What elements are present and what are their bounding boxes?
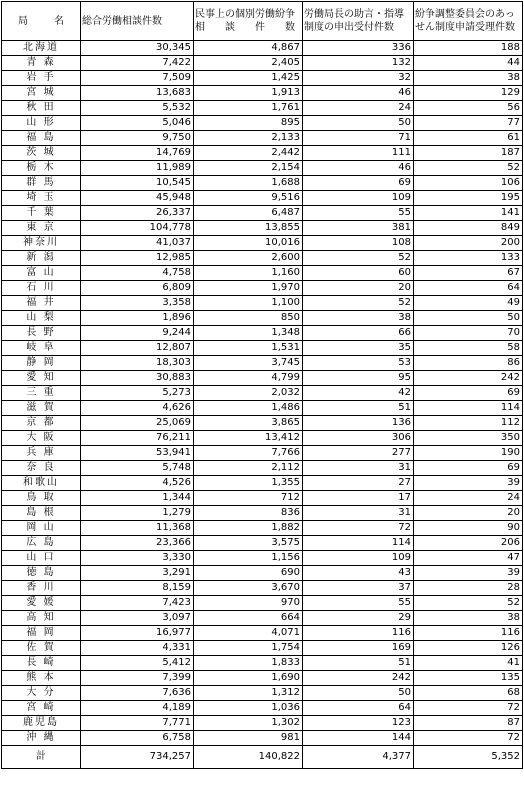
- cell-mediation-applications: 61: [414, 131, 523, 146]
- cell-total-consultations: 7,771: [81, 716, 194, 731]
- cell-mediation-applications: 68: [414, 686, 523, 701]
- cell-mediation-applications: 195: [414, 191, 523, 206]
- cell-mediation-applications: 28: [414, 581, 523, 596]
- table-row: [2, 191, 523, 206]
- cell-civil-dispute-consultations: 1,882: [194, 521, 303, 536]
- cell-total-consultations: 6,809: [81, 281, 194, 296]
- cell-bureau-name: 大 分: [2, 686, 81, 701]
- cell-mediation-applications: 190: [414, 446, 523, 461]
- cell-mediation-applications: 52: [414, 596, 523, 611]
- table-row: [2, 446, 523, 461]
- cell-advice-requests: 114: [303, 536, 414, 551]
- cell-civil-dispute-consultations: 850: [194, 311, 303, 326]
- cell-mediation-applications: 39: [414, 476, 523, 491]
- cell-total-consultations: 76,211: [81, 431, 194, 446]
- cell-civil-dispute-consultations: 981: [194, 731, 303, 746]
- cell-bureau-name: 愛 媛: [2, 596, 81, 611]
- cell-civil-dispute-consultations: 7,766: [194, 446, 303, 461]
- cell-total-consultations: 26,337: [81, 206, 194, 221]
- cell-total-consultations: 1,279: [81, 506, 194, 521]
- cell-civil-dispute-consultations: 2,600: [194, 251, 303, 266]
- table-row: [2, 626, 523, 641]
- cell-advice-requests: 242: [303, 671, 414, 686]
- cell-advice-requests: 37: [303, 581, 414, 596]
- cell-civil-dispute-consultations: 895: [194, 116, 303, 131]
- cell-total-consultations: 30,883: [81, 371, 194, 386]
- cell-mediation-applications: 129: [414, 86, 523, 101]
- cell-mediation-applications: 86: [414, 356, 523, 371]
- cell-bureau-name: 福 井: [2, 296, 81, 311]
- header-mediation-applications: 紛争調整委員会のあっせん制度申請受理件数: [414, 2, 523, 41]
- table-row: [2, 566, 523, 581]
- cell-civil-dispute-consultations: 1,754: [194, 641, 303, 656]
- total-label: 計: [2, 746, 81, 769]
- cell-mediation-applications: 58: [414, 341, 523, 356]
- cell-mediation-applications: 242: [414, 371, 523, 386]
- table-row: [2, 281, 523, 296]
- cell-advice-requests: 38: [303, 311, 414, 326]
- header-total-consultations: 総合労働相談件数: [81, 2, 194, 41]
- cell-bureau-name: 徳 島: [2, 566, 81, 581]
- cell-advice-requests: 55: [303, 596, 414, 611]
- cell-bureau-name: 島 根: [2, 506, 81, 521]
- cell-civil-dispute-consultations: 1,486: [194, 401, 303, 416]
- cell-total-consultations: 5,273: [81, 386, 194, 401]
- cell-total-consultations: 7,509: [81, 71, 194, 86]
- cell-advice-requests: 72: [303, 521, 414, 536]
- labor-consultation-table: [1, 1, 523, 769]
- cell-civil-dispute-consultations: 1,160: [194, 266, 303, 281]
- total-advice-value: 4,377: [303, 746, 414, 769]
- cell-advice-requests: 71: [303, 131, 414, 146]
- cell-bureau-name: 茨 城: [2, 146, 81, 161]
- cell-bureau-name: 宮 崎: [2, 701, 81, 716]
- cell-bureau-name: 和歌山: [2, 476, 81, 491]
- table-row: [2, 656, 523, 671]
- header-civil-dispute-consultations: 民事上の個別労働紛争相 談 件 数: [194, 2, 303, 41]
- cell-mediation-applications: 64: [414, 281, 523, 296]
- cell-bureau-name: 秋 田: [2, 101, 81, 116]
- cell-civil-dispute-consultations: 1,761: [194, 101, 303, 116]
- cell-mediation-applications: 70: [414, 326, 523, 341]
- cell-civil-dispute-consultations: 13,412: [194, 431, 303, 446]
- cell-bureau-name: 北海道: [2, 41, 81, 56]
- cell-advice-requests: 55: [303, 206, 414, 221]
- table-row: [2, 116, 523, 131]
- cell-bureau-name: 京 都: [2, 416, 81, 431]
- cell-advice-requests: 136: [303, 416, 414, 431]
- cell-mediation-applications: 72: [414, 731, 523, 746]
- cell-bureau-name: 栃 木: [2, 161, 81, 176]
- cell-mediation-applications: 187: [414, 146, 523, 161]
- table-row: [2, 341, 523, 356]
- cell-total-consultations: 3,097: [81, 611, 194, 626]
- cell-total-consultations: 104,778: [81, 221, 194, 236]
- cell-civil-dispute-consultations: 1,970: [194, 281, 303, 296]
- cell-advice-requests: 32: [303, 71, 414, 86]
- cell-total-consultations: 6,758: [81, 731, 194, 746]
- table-row: [2, 86, 523, 101]
- cell-advice-requests: 53: [303, 356, 414, 371]
- cell-civil-dispute-consultations: 1,302: [194, 716, 303, 731]
- table-row: [2, 641, 523, 656]
- cell-civil-dispute-consultations: 2,405: [194, 56, 303, 71]
- header-director-advice-requests: 労働局長の助言・指導制度の申出受付件数: [303, 2, 414, 41]
- table-row: [2, 491, 523, 506]
- cell-mediation-applications: 52: [414, 161, 523, 176]
- table-body: [2, 41, 523, 746]
- cell-bureau-name: 福 島: [2, 131, 81, 146]
- total-civil-dispute-value: 140,822: [194, 746, 303, 769]
- cell-bureau-name: 埼 玉: [2, 191, 81, 206]
- total-mediation-value: 5,352: [414, 746, 523, 769]
- cell-advice-requests: 109: [303, 191, 414, 206]
- header-row: [2, 2, 523, 41]
- table-row: [2, 596, 523, 611]
- cell-civil-dispute-consultations: 3,670: [194, 581, 303, 596]
- cell-mediation-applications: 112: [414, 416, 523, 431]
- cell-advice-requests: 29: [303, 611, 414, 626]
- cell-bureau-name: 石 川: [2, 281, 81, 296]
- cell-mediation-applications: 188: [414, 41, 523, 56]
- cell-mediation-applications: 72: [414, 701, 523, 716]
- table-row: [2, 101, 523, 116]
- cell-civil-dispute-consultations: 3,575: [194, 536, 303, 551]
- cell-bureau-name: 佐 賀: [2, 641, 81, 656]
- table-row: [2, 56, 523, 71]
- cell-bureau-name: 高 知: [2, 611, 81, 626]
- cell-total-consultations: 3,358: [81, 296, 194, 311]
- table-row: [2, 431, 523, 446]
- cell-total-consultations: 12,985: [81, 251, 194, 266]
- cell-mediation-applications: 67: [414, 266, 523, 281]
- cell-advice-requests: 60: [303, 266, 414, 281]
- cell-bureau-name: 山 形: [2, 116, 81, 131]
- cell-total-consultations: 53,941: [81, 446, 194, 461]
- cell-total-consultations: 5,748: [81, 461, 194, 476]
- cell-bureau-name: 神奈川: [2, 236, 81, 251]
- cell-mediation-applications: 69: [414, 461, 523, 476]
- cell-advice-requests: 116: [303, 626, 414, 641]
- table-row: [2, 131, 523, 146]
- cell-advice-requests: 43: [303, 566, 414, 581]
- cell-advice-requests: 95: [303, 371, 414, 386]
- cell-total-consultations: 1,896: [81, 311, 194, 326]
- cell-civil-dispute-consultations: 970: [194, 596, 303, 611]
- cell-advice-requests: 20: [303, 281, 414, 296]
- table-row: [2, 41, 523, 56]
- cell-civil-dispute-consultations: 836: [194, 506, 303, 521]
- cell-mediation-applications: 141: [414, 206, 523, 221]
- table-row: [2, 716, 523, 731]
- cell-bureau-name: 静 岡: [2, 356, 81, 371]
- cell-advice-requests: 144: [303, 731, 414, 746]
- cell-total-consultations: 13,683: [81, 86, 194, 101]
- cell-mediation-applications: 39: [414, 566, 523, 581]
- total-row: [2, 746, 523, 769]
- cell-advice-requests: 123: [303, 716, 414, 731]
- cell-total-consultations: 3,330: [81, 551, 194, 566]
- cell-advice-requests: 66: [303, 326, 414, 341]
- cell-civil-dispute-consultations: 2,442: [194, 146, 303, 161]
- cell-mediation-applications: 20: [414, 506, 523, 521]
- cell-total-consultations: 5,532: [81, 101, 194, 116]
- cell-bureau-name: 沖 縄: [2, 731, 81, 746]
- cell-advice-requests: 17: [303, 491, 414, 506]
- cell-mediation-applications: 116: [414, 626, 523, 641]
- cell-civil-dispute-consultations: 3,865: [194, 416, 303, 431]
- table-row: [2, 296, 523, 311]
- cell-bureau-name: 滋 賀: [2, 401, 81, 416]
- table-row: [2, 416, 523, 431]
- cell-civil-dispute-consultations: 1,425: [194, 71, 303, 86]
- cell-advice-requests: 46: [303, 161, 414, 176]
- table-row: [2, 71, 523, 86]
- cell-civil-dispute-consultations: 1,531: [194, 341, 303, 356]
- cell-mediation-applications: 200: [414, 236, 523, 251]
- cell-mediation-applications: 41: [414, 656, 523, 671]
- cell-advice-requests: 50: [303, 116, 414, 131]
- cell-bureau-name: 長 崎: [2, 656, 81, 671]
- cell-bureau-name: 三 重: [2, 386, 81, 401]
- table-row: [2, 401, 523, 416]
- cell-advice-requests: 108: [303, 236, 414, 251]
- cell-advice-requests: 306: [303, 431, 414, 446]
- cell-mediation-applications: 90: [414, 521, 523, 536]
- cell-advice-requests: 52: [303, 296, 414, 311]
- cell-total-consultations: 16,977: [81, 626, 194, 641]
- cell-total-consultations: 7,423: [81, 596, 194, 611]
- cell-total-consultations: 45,948: [81, 191, 194, 206]
- cell-bureau-name: 香 川: [2, 581, 81, 596]
- cell-total-consultations: 7,422: [81, 56, 194, 71]
- cell-advice-requests: 46: [303, 86, 414, 101]
- cell-total-consultations: 41,037: [81, 236, 194, 251]
- cell-bureau-name: 長 野: [2, 326, 81, 341]
- cell-advice-requests: 132: [303, 56, 414, 71]
- cell-civil-dispute-consultations: 1,156: [194, 551, 303, 566]
- cell-bureau-name: 鹿児島: [2, 716, 81, 731]
- table-row: [2, 686, 523, 701]
- cell-mediation-applications: 77: [414, 116, 523, 131]
- cell-bureau-name: 岩 手: [2, 71, 81, 86]
- cell-bureau-name: 富 山: [2, 266, 81, 281]
- cell-civil-dispute-consultations: 664: [194, 611, 303, 626]
- header-bureau-name-label: 局 名: [18, 15, 72, 27]
- cell-total-consultations: 5,046: [81, 116, 194, 131]
- table-row: [2, 476, 523, 491]
- cell-bureau-name: 愛 知: [2, 371, 81, 386]
- cell-total-consultations: 10,545: [81, 176, 194, 191]
- cell-advice-requests: 31: [303, 461, 414, 476]
- cell-civil-dispute-consultations: 1,312: [194, 686, 303, 701]
- cell-advice-requests: 169: [303, 641, 414, 656]
- cell-total-consultations: 8,159: [81, 581, 194, 596]
- table-row: [2, 266, 523, 281]
- cell-total-consultations: 23,366: [81, 536, 194, 551]
- cell-total-consultations: 4,626: [81, 401, 194, 416]
- cell-bureau-name: 青 森: [2, 56, 81, 71]
- table-row: [2, 506, 523, 521]
- cell-advice-requests: 52: [303, 251, 414, 266]
- cell-bureau-name: 山 梨: [2, 311, 81, 326]
- cell-bureau-name: 広 島: [2, 536, 81, 551]
- cell-mediation-applications: 114: [414, 401, 523, 416]
- cell-civil-dispute-consultations: 1,688: [194, 176, 303, 191]
- cell-civil-dispute-consultations: 4,799: [194, 371, 303, 386]
- cell-advice-requests: 69: [303, 176, 414, 191]
- cell-bureau-name: 熊 本: [2, 671, 81, 686]
- cell-civil-dispute-consultations: 3,745: [194, 356, 303, 371]
- cell-civil-dispute-consultations: 1,690: [194, 671, 303, 686]
- table-row: [2, 611, 523, 626]
- table-row: [2, 251, 523, 266]
- cell-total-consultations: 4,526: [81, 476, 194, 491]
- cell-mediation-applications: 106: [414, 176, 523, 191]
- table-row: [2, 356, 523, 371]
- cell-advice-requests: 31: [303, 506, 414, 521]
- cell-mediation-applications: 38: [414, 611, 523, 626]
- table-row: [2, 146, 523, 161]
- cell-mediation-applications: 206: [414, 536, 523, 551]
- table-row: [2, 326, 523, 341]
- cell-advice-requests: 64: [303, 701, 414, 716]
- cell-total-consultations: 18,303: [81, 356, 194, 371]
- cell-bureau-name: 東 京: [2, 221, 81, 236]
- cell-civil-dispute-consultations: 4,071: [194, 626, 303, 641]
- cell-civil-dispute-consultations: 690: [194, 566, 303, 581]
- table-row: [2, 371, 523, 386]
- cell-bureau-name: 福 岡: [2, 626, 81, 641]
- cell-mediation-applications: 56: [414, 101, 523, 116]
- cell-advice-requests: 51: [303, 401, 414, 416]
- cell-bureau-name: 群 馬: [2, 176, 81, 191]
- cell-civil-dispute-consultations: 2,154: [194, 161, 303, 176]
- table-row: [2, 731, 523, 746]
- cell-bureau-name: 鳥 取: [2, 491, 81, 506]
- cell-total-consultations: 7,636: [81, 686, 194, 701]
- cell-bureau-name: 兵 庫: [2, 446, 81, 461]
- cell-mediation-applications: 44: [414, 56, 523, 71]
- cell-mediation-applications: 49: [414, 296, 523, 311]
- cell-civil-dispute-consultations: 6,487: [194, 206, 303, 221]
- cell-advice-requests: 111: [303, 146, 414, 161]
- table-row: [2, 581, 523, 596]
- cell-civil-dispute-consultations: 1,348: [194, 326, 303, 341]
- cell-advice-requests: 109: [303, 551, 414, 566]
- cell-civil-dispute-consultations: 1,100: [194, 296, 303, 311]
- cell-advice-requests: 381: [303, 221, 414, 236]
- cell-advice-requests: 35: [303, 341, 414, 356]
- cell-mediation-applications: 24: [414, 491, 523, 506]
- cell-civil-dispute-consultations: 2,112: [194, 461, 303, 476]
- cell-civil-dispute-consultations: 1,355: [194, 476, 303, 491]
- cell-total-consultations: 9,244: [81, 326, 194, 341]
- cell-advice-requests: 42: [303, 386, 414, 401]
- cell-civil-dispute-consultations: 2,032: [194, 386, 303, 401]
- cell-total-consultations: 11,989: [81, 161, 194, 176]
- cell-mediation-applications: 38: [414, 71, 523, 86]
- table-row: [2, 536, 523, 551]
- cell-mediation-applications: 87: [414, 716, 523, 731]
- cell-total-consultations: 4,758: [81, 266, 194, 281]
- cell-mediation-applications: 126: [414, 641, 523, 656]
- table-row: [2, 551, 523, 566]
- cell-civil-dispute-consultations: 13,855: [194, 221, 303, 236]
- table-row: [2, 311, 523, 326]
- cell-advice-requests: 336: [303, 41, 414, 56]
- cell-advice-requests: 277: [303, 446, 414, 461]
- cell-civil-dispute-consultations: 1,833: [194, 656, 303, 671]
- cell-total-consultations: 3,291: [81, 566, 194, 581]
- table-row: [2, 521, 523, 536]
- cell-advice-requests: 51: [303, 656, 414, 671]
- cell-mediation-applications: 50: [414, 311, 523, 326]
- cell-mediation-applications: 849: [414, 221, 523, 236]
- cell-mediation-applications: 350: [414, 431, 523, 446]
- cell-bureau-name: 千 葉: [2, 206, 81, 221]
- cell-mediation-applications: 47: [414, 551, 523, 566]
- cell-mediation-applications: 133: [414, 251, 523, 266]
- table-row: [2, 461, 523, 476]
- table-row: [2, 671, 523, 686]
- cell-bureau-name: 岡 山: [2, 521, 81, 536]
- cell-bureau-name: 大 阪: [2, 431, 81, 446]
- table-row: [2, 236, 523, 251]
- cell-civil-dispute-consultations: 9,516: [194, 191, 303, 206]
- cell-mediation-applications: 135: [414, 671, 523, 686]
- total-consultations-value: 734,257: [81, 746, 194, 769]
- cell-total-consultations: 11,368: [81, 521, 194, 536]
- cell-total-consultations: 7,399: [81, 671, 194, 686]
- cell-total-consultations: 4,189: [81, 701, 194, 716]
- cell-total-consultations: 12,807: [81, 341, 194, 356]
- table-row: [2, 161, 523, 176]
- cell-civil-dispute-consultations: 712: [194, 491, 303, 506]
- cell-civil-dispute-consultations: 10,016: [194, 236, 303, 251]
- cell-civil-dispute-consultations: 4,867: [194, 41, 303, 56]
- cell-civil-dispute-consultations: 1,036: [194, 701, 303, 716]
- cell-bureau-name: 山 口: [2, 551, 81, 566]
- table-row: [2, 221, 523, 236]
- table-row: [2, 701, 523, 716]
- table-row: [2, 386, 523, 401]
- cell-bureau-name: 奈 良: [2, 461, 81, 476]
- cell-total-consultations: 14,769: [81, 146, 194, 161]
- cell-bureau-name: 新 潟: [2, 251, 81, 266]
- cell-total-consultations: 1,344: [81, 491, 194, 506]
- cell-bureau-name: 岐 阜: [2, 341, 81, 356]
- header-bureau-name: [2, 2, 81, 41]
- cell-total-consultations: 5,412: [81, 656, 194, 671]
- cell-advice-requests: 24: [303, 101, 414, 116]
- cell-mediation-applications: 69: [414, 386, 523, 401]
- table-row: [2, 206, 523, 221]
- cell-bureau-name: 宮 城: [2, 86, 81, 101]
- cell-total-consultations: 30,345: [81, 41, 194, 56]
- table-row: [2, 176, 523, 191]
- cell-advice-requests: 27: [303, 476, 414, 491]
- cell-civil-dispute-consultations: 1,913: [194, 86, 303, 101]
- cell-advice-requests: 50: [303, 686, 414, 701]
- cell-total-consultations: 9,750: [81, 131, 194, 146]
- cell-civil-dispute-consultations: 2,133: [194, 131, 303, 146]
- cell-total-consultations: 25,069: [81, 416, 194, 431]
- cell-total-consultations: 4,331: [81, 641, 194, 656]
